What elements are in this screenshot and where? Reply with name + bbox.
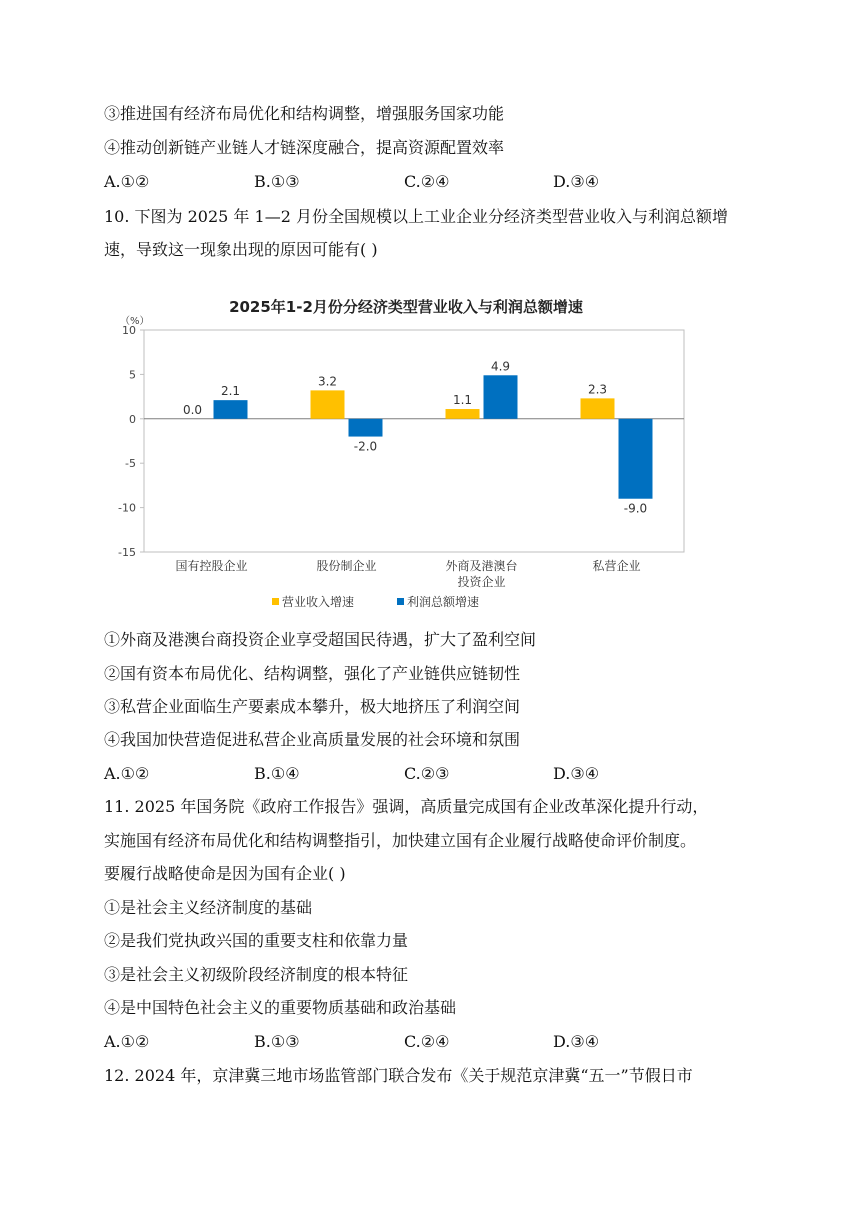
x-tick-label: 外商及港澳台 [445,559,518,573]
chart-title: 2025年1-2月份分经济类型营业收入与利润总额增速 [229,298,583,316]
y-tick-label: 10 [122,324,136,337]
q11-item-1: ①是社会主义经济制度的基础 [104,898,313,917]
legend-swatch [272,598,279,605]
data-label: -9.0 [623,501,648,516]
x-tick-label: 国有控股企业 [175,559,248,573]
x-tick-label: 投资企业 [457,575,506,589]
y-tick-label: -10 [118,501,136,515]
q10-stem-line-1: 10. 下图为 2025 年 1—2 月份全国规模以上工业企业分经济类型营业收入与利润总额增 [104,207,728,226]
q10-item-3: ③私营企业面临生产要素成本攀升，极大地挤压了利润空间 [104,697,521,716]
q9-options [104,172,664,192]
q12-stem-line-1: 12. 2024 年，京津冀三地市场监管部门联合发布《关于规范京津冀“五一”节假日市 [104,1066,693,1085]
q9-option-a: A.①② [104,172,150,191]
q9-item-4: ④推动创新链产业链人才链深度融合，提高资源配置效率 [104,138,505,157]
data-label: 1.1 [452,393,473,408]
bar-profit-1 [349,419,383,437]
data-label: 2.1 [220,384,241,399]
q11-options [104,1032,664,1052]
q9-option-b: B.①③ [254,172,300,191]
data-label: 2.3 [587,382,608,397]
bar-revenue-2 [446,409,480,419]
q10-options [104,764,664,784]
q11-stem-line-3: 要履行战略使命是因为国有企业( ) [104,864,346,883]
q11-stem-line-2: 实施国有经济布局优化和结构调整指引，加快建立国有企业履行战略使命评价制度。 [104,831,697,850]
q9-item-3: ③推进国有经济布局优化和结构调整，增强服务国家功能 [104,104,505,123]
bar-profit-0 [214,400,248,419]
q10-option-a: A.①② [104,764,150,783]
y-tick-label: 5 [129,368,136,382]
bar-chart [106,276,706,616]
q11-option-a: A.①② [104,1032,150,1051]
data-label: -2.0 [353,439,378,454]
y-tick-label: 0 [129,412,136,426]
legend-label: 营业收入增速 [282,595,355,609]
x-tick-label: 私营企业 [592,559,641,573]
q10-option-c: C.②③ [404,764,450,783]
y-tick-label: -15 [118,546,136,559]
legend-label: 利润总额增速 [407,595,480,609]
q9-option-c: C.②④ [404,172,450,191]
y-tick-label: -5 [125,457,136,471]
legend-swatch [397,598,404,605]
q11-option-b: B.①③ [254,1032,300,1051]
q10-stem-line-2: 速，导致这一现象出现的原因可能有( ) [104,240,378,259]
q10-option-b: B.①④ [254,764,300,783]
q10-option-d: D.③④ [553,764,600,783]
q11-item-2: ②是我们党执政兴国的重要支柱和依靠力量 [104,931,409,950]
q10-item-1: ①外商及港澳台商投资企业享受超国民待遇，扩大了盈利空间 [104,630,537,649]
data-label: 0.0 [182,402,203,417]
bar-profit-2 [484,375,518,419]
q11-option-c: C.②④ [404,1032,450,1051]
q11-item-3: ③是社会主义初级阶段经济制度的根本特征 [104,965,409,984]
q9-option-d: D.③④ [553,172,600,191]
chart-unit-label: （%） [120,316,150,327]
bar-revenue-1 [311,390,345,418]
q10-item-2: ②国有资本布局优化、结构调整，强化了产业链供应链韧性 [104,664,521,683]
x-tick-label: 股份制企业 [316,559,377,573]
data-label: 4.9 [490,359,511,374]
bar-profit-3 [619,419,653,499]
q10-chart [106,276,706,616]
q11-option-d: D.③④ [553,1032,600,1051]
q10-item-4: ④我国加快营造促进私营企业高质量发展的社会环境和氛围 [104,730,521,749]
bar-revenue-3 [581,398,615,418]
data-label: 3.2 [317,374,338,389]
q11-stem-line-1: 11. 2025 年国务院《政府工作报告》强调，高质量完成国有企业改革深化提升行动， [104,797,709,816]
plot-frame [144,330,684,552]
q11-item-4: ④是中国特色社会主义的重要物质基础和政治基础 [104,998,457,1017]
